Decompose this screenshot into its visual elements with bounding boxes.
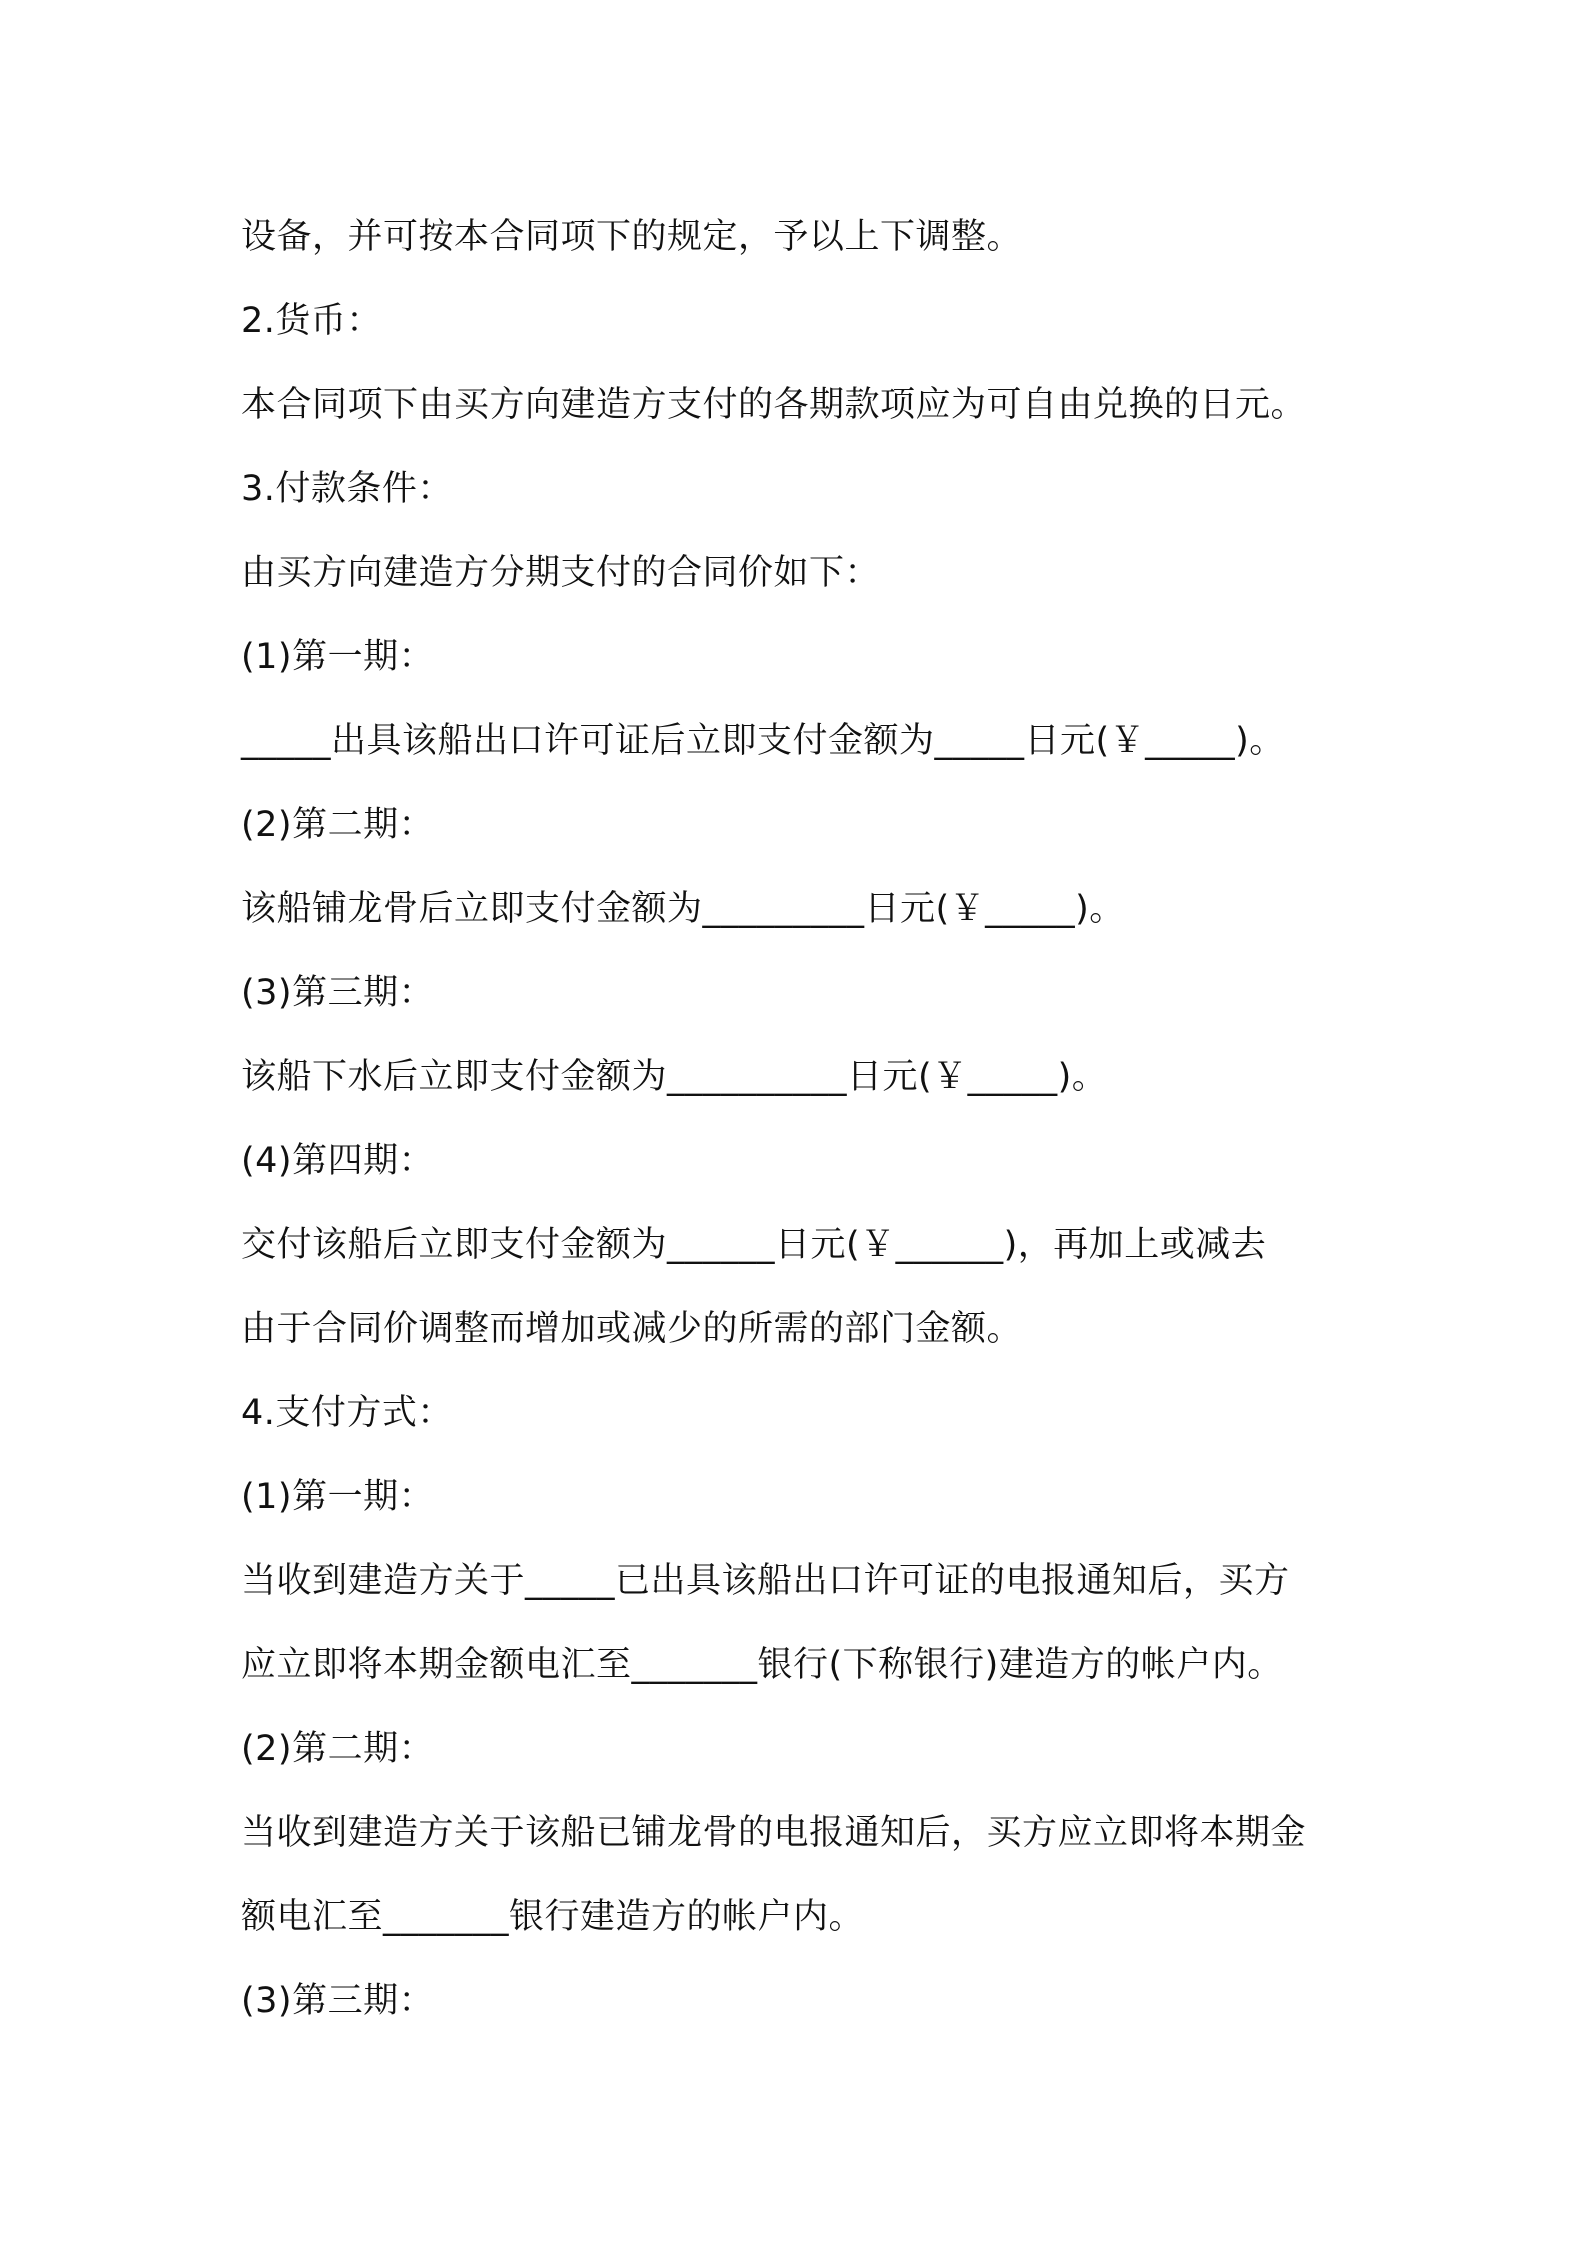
installment-heading: (2)第二期：	[241, 805, 435, 845]
installment-heading: (1)第一期：	[241, 1477, 435, 1517]
body-text-line: 额电汇至_______银行建造方的帐户内。	[241, 1897, 865, 1937]
body-text-line: 由买方向建造方分期支付的合同价如下：	[241, 553, 881, 593]
installment-heading: (2)第二期：	[241, 1729, 435, 1769]
installment-heading: (3)第三期：	[241, 1981, 435, 2021]
body-text-line: _____出具该船出口许可证后立即支付金额为_____日元(￥_____)。	[241, 721, 1285, 761]
body-text-line: 当收到建造方关于_____已出具该船出口许可证的电报通知后，买方	[241, 1561, 1290, 1601]
installment-heading: (1)第一期：	[241, 637, 435, 677]
installment-heading: (4)第四期：	[241, 1141, 435, 1181]
installment-heading: (3)第三期：	[241, 973, 435, 1013]
section-heading-payment-terms: 3.付款条件：	[241, 469, 453, 509]
body-text-line: 设备，并可按本合同项下的规定，予以上下调整。	[241, 217, 1023, 257]
section-heading-currency: 2.货币：	[241, 301, 382, 341]
body-text-line: 该船铺龙骨后立即支付金额为_________日元(￥_____)。	[241, 889, 1125, 929]
body-text-line: 由于合同价调整而增加或减少的所需的部门金额。	[241, 1309, 1023, 1349]
section-heading-payment-method: 4.支付方式：	[241, 1393, 453, 1433]
body-text-line: 本合同项下由买方向建造方支付的各期款项应为可自由兑换的日元。	[241, 385, 1307, 425]
document-body	[241, 195, 1361, 2043]
body-text-line: 该船下水后立即支付金额为__________日元(￥_____)。	[241, 1057, 1108, 1097]
body-text-line: 当收到建造方关于该船已铺龙骨的电报通知后，买方应立即将本期金	[241, 1813, 1307, 1853]
body-text-line: 交付该船后立即支付金额为______日元(￥______)，再加上或减去	[241, 1225, 1267, 1265]
body-text-line: 应立即将本期金额电汇至_______银行(下称银行)建造方的帐户内。	[241, 1645, 1283, 1685]
